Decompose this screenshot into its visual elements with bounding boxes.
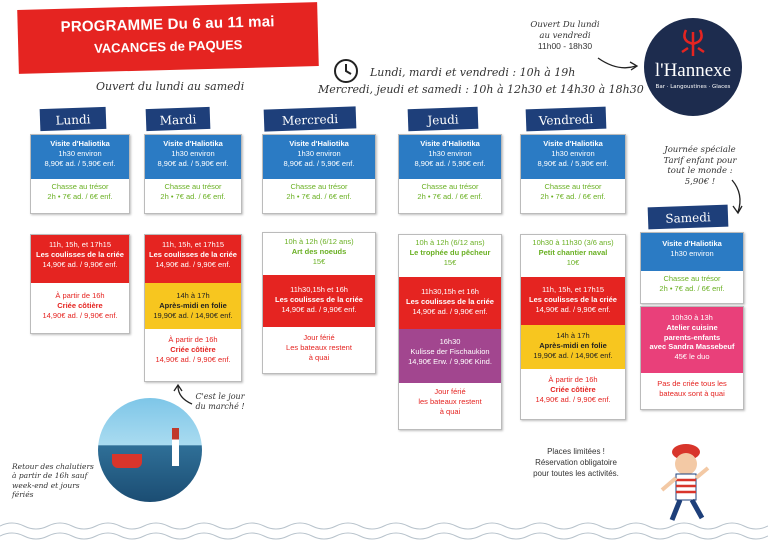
card-duration: 1h30 environ xyxy=(297,148,341,158)
hannexe-hours xyxy=(528,20,602,52)
card-price: 8,90€ ad. / 5,90€ enf. xyxy=(157,158,229,168)
booking-note-2: Réservation obligatoire xyxy=(535,458,617,468)
logo-name: l'Hannexe xyxy=(654,60,732,81)
activities-card xyxy=(640,306,744,410)
booking-note-1: Places limitées ! xyxy=(547,447,605,456)
card-title: Visite d'Haliotika xyxy=(662,239,722,248)
activity-price: 19,90€ ad. / 14,90€ enf. xyxy=(533,350,613,360)
page-title: PROGRAMME Du 6 au 11 mai xyxy=(60,13,275,36)
market-note-2: du marché ! xyxy=(195,402,245,411)
card-duration: 1h30 environ xyxy=(58,148,102,158)
times: 10h à 12h (6/12 ans) xyxy=(284,237,354,246)
times: 11h, 15h, et 17h15 xyxy=(162,240,224,249)
special-line-4: 5,90€ ! xyxy=(684,176,716,187)
activities-card xyxy=(398,234,502,430)
treasure-title: Chasse au trésor xyxy=(421,182,479,191)
activity-title: Criée côtière xyxy=(170,344,216,354)
trawler-note-4: fériés xyxy=(12,490,34,500)
arrow-icon xyxy=(728,178,748,216)
activity-title: Après-midi en folie xyxy=(159,300,227,310)
activities-card xyxy=(144,234,242,382)
booking-note-3: pour toutes les activités. xyxy=(533,469,619,479)
start-time: À partir de 16h xyxy=(55,291,105,300)
card-title: Visite d'Haliotika xyxy=(420,139,480,148)
activity-price: 15€ xyxy=(443,257,457,267)
treasure-title: Chasse au trésor xyxy=(164,182,222,191)
activity-title: Les coulisses de la criée xyxy=(529,294,617,304)
child-illustration xyxy=(656,438,716,528)
day-tab-samedi: Samedi xyxy=(648,205,729,230)
holiday-note: Les bateaux restent xyxy=(286,342,352,352)
start-time: À partir de 16h xyxy=(548,375,598,384)
wave-decoration xyxy=(0,518,768,543)
times: 11h, 15h, et 17h15 xyxy=(542,285,604,294)
hannexe-logo xyxy=(644,18,742,116)
clock-icon xyxy=(333,58,359,84)
activity-title: Les coulisses de la criée xyxy=(275,294,363,304)
haliotika-card xyxy=(262,134,376,214)
activity-price: 14,90€ ad. / 9,90€ enf. xyxy=(42,310,118,320)
lighthouse-icon xyxy=(172,428,179,466)
treasure-price: 2h • 7€ ad. / 6€ enf. xyxy=(417,191,483,201)
activity-price: 14,90€ ad. / 9,90€ enf. xyxy=(412,306,488,316)
activity-title: Le trophée du pêcheur xyxy=(409,247,491,257)
holiday-note-2: à quai xyxy=(308,352,330,362)
logo-tagline: Bar · Langoustines · Glaces xyxy=(655,84,731,90)
trawler-note-3: week-end et jours xyxy=(12,480,80,490)
treasure-price: 2h • 7€ ad. / 6€ enf. xyxy=(286,191,352,201)
card-title: Visite d'Haliotika xyxy=(163,139,223,148)
open-days: Ouvert du lundi au samedi xyxy=(96,80,245,93)
card-price: 8,90€ ad. / 5,90€ enf. xyxy=(44,158,116,168)
activity-price: 19,90€ ad. / 14,90€ enf. xyxy=(153,310,233,320)
arrow-icon xyxy=(596,54,642,74)
activity-price: 14,90€ ad. / 9,90€ enf. xyxy=(535,304,611,314)
activity-title: Les coulisses de la criée xyxy=(149,249,237,259)
activities-card xyxy=(520,234,626,420)
activity-price: 14,90€ ad. / 9,90€ enf. xyxy=(155,259,231,269)
activity-title: Petit chantier naval xyxy=(538,247,608,257)
card-duration: 1h30 environ xyxy=(670,248,714,258)
times: 10h30 à 13h xyxy=(671,313,713,322)
activity-price: 45€ le duo xyxy=(674,352,710,361)
activity-price: 10€ xyxy=(566,257,580,267)
boat-icon xyxy=(112,454,142,468)
card-duration: 1h30 environ xyxy=(171,148,215,158)
holiday-note: les bateaux restent xyxy=(418,396,482,406)
activity-title: Criée côtière xyxy=(57,300,103,310)
times: 16h30 xyxy=(439,337,461,346)
times: 14h à 17h xyxy=(176,291,210,300)
times: 11h, 15h, et 17h15 xyxy=(49,240,111,249)
card-title: Visite d'Haliotika xyxy=(543,139,603,148)
trawler-note xyxy=(12,462,104,500)
special-line-3: tout le monde : xyxy=(667,166,733,177)
treasure-price: 2h • 7€ ad. / 6€ enf. xyxy=(540,191,606,201)
schedule-line-2: Mercredi, jeudi et samedi : 10h à 12h30 et 14h30 à 18h30 xyxy=(318,83,644,96)
times: 10h à 12h (6/12 ans) xyxy=(415,238,485,247)
schedule-line-1: Lundi, mardi et vendredi : 10h à 19h xyxy=(370,66,576,79)
day-tab-mardi: Mardi xyxy=(146,107,211,131)
trawler-note-1: Retour des chalutiers xyxy=(12,462,94,471)
hannexe-open-1: Ouvert Du lundi xyxy=(530,20,600,30)
times: 14h à 17h xyxy=(556,331,590,340)
card-price: 8,90€ ad. / 5,90€ enf. xyxy=(283,158,355,168)
title-banner xyxy=(17,2,319,74)
activity-title: Les coulisses de la criée xyxy=(406,296,494,306)
haliotika-card xyxy=(398,134,502,214)
times: 11h30,15h et 16h xyxy=(421,287,479,296)
treasure-title: Chasse au trésor xyxy=(51,182,109,191)
activity-price: 14,90€ ad. / 9,90€ enf. xyxy=(535,394,611,404)
haliotika-card xyxy=(640,232,744,304)
special-line-1: Journée spéciale xyxy=(664,145,736,155)
activity-title: Art des noeuds xyxy=(291,246,347,256)
hannexe-open-2: au vendredi xyxy=(539,30,591,41)
holiday-label: Jour férié xyxy=(303,333,335,342)
day-tab-jeudi: Jeudi xyxy=(408,107,479,131)
card-price: 8,90€ ad. / 5,90€ enf. xyxy=(537,158,609,168)
card-price: 8,90€ ad. / 5,90€ enf. xyxy=(414,158,486,168)
activity-title: Après-midi en folie xyxy=(539,340,607,350)
treasure-price: 2h • 7€ ad. / 6€ enf. xyxy=(160,191,226,201)
times: 10h30 à 11h30 (3/6 ans) xyxy=(532,238,614,247)
activity-title: Criée côtière xyxy=(550,384,596,394)
holiday-label: Jour férié xyxy=(434,387,466,396)
treasure-title: Chasse au trésor xyxy=(290,182,348,191)
saturday-note-2: bateaux sont à quai xyxy=(659,388,725,398)
haliotika-card xyxy=(30,134,130,214)
activity-price: 15€ xyxy=(312,256,326,266)
times: 11h30,15h et 16h xyxy=(290,285,348,294)
hannexe-hours-value: 11h00 - 18h30 xyxy=(537,41,593,52)
treasure-title: Chasse au trésor xyxy=(544,182,602,191)
card-duration: 1h30 environ xyxy=(551,148,595,158)
saturday-note: Pas de criée tous les xyxy=(657,379,727,388)
activity-host: avec Sandra Massebeuf xyxy=(649,342,735,352)
day-tab-vendredi: Vendredi xyxy=(526,107,607,132)
activity-price: 14,90€ Erw. / 9,90€ Kind. xyxy=(408,356,492,366)
activities-card xyxy=(262,232,376,374)
activity-price: 14,90€ ad. / 9,90€ enf. xyxy=(155,354,231,364)
treasure-price: 2h • 7€ ad. / 6€ enf. xyxy=(47,191,113,201)
holiday-note-2: à quai xyxy=(439,406,461,416)
special-line-2: Tarif enfant pour xyxy=(663,155,737,166)
activity-title: Kulisse der Fischaukion xyxy=(410,346,490,356)
day-tab-lundi: Lundi xyxy=(40,107,107,131)
haliotika-card xyxy=(520,134,626,214)
treasure-title: Chasse au trésor xyxy=(663,274,721,283)
lobster-icon xyxy=(678,26,708,58)
activity-title-2: parents-enfants xyxy=(663,332,721,342)
card-duration: 1h30 environ xyxy=(428,148,472,158)
activity-title: Atelier cuisine xyxy=(666,322,718,332)
haliotika-card xyxy=(144,134,242,214)
page-subtitle: VACANCES de PAQUES xyxy=(93,37,243,56)
booking-note xyxy=(520,446,632,480)
market-note xyxy=(190,392,250,412)
start-time: À partir de 16h xyxy=(168,335,218,344)
harbor-photo xyxy=(98,398,202,502)
activity-price: 14,90€ ad. / 9,90€ enf. xyxy=(281,304,357,314)
treasure-price: 2h • 7€ ad. / 6€ enf. xyxy=(659,283,725,293)
activity-title: Les coulisses de la criée xyxy=(36,249,124,259)
trawler-note-2: à partir de 16h sauf xyxy=(12,471,88,481)
card-title: Visite d'Haliotika xyxy=(50,139,110,148)
card-title: Visite d'Haliotika xyxy=(289,139,349,148)
activities-card xyxy=(30,234,130,334)
market-note-1: C'est le jour xyxy=(195,392,245,401)
activity-price: 14,90€ ad. / 9,90€ enf. xyxy=(42,259,118,269)
day-tab-mercredi: Mercredi xyxy=(264,106,357,131)
